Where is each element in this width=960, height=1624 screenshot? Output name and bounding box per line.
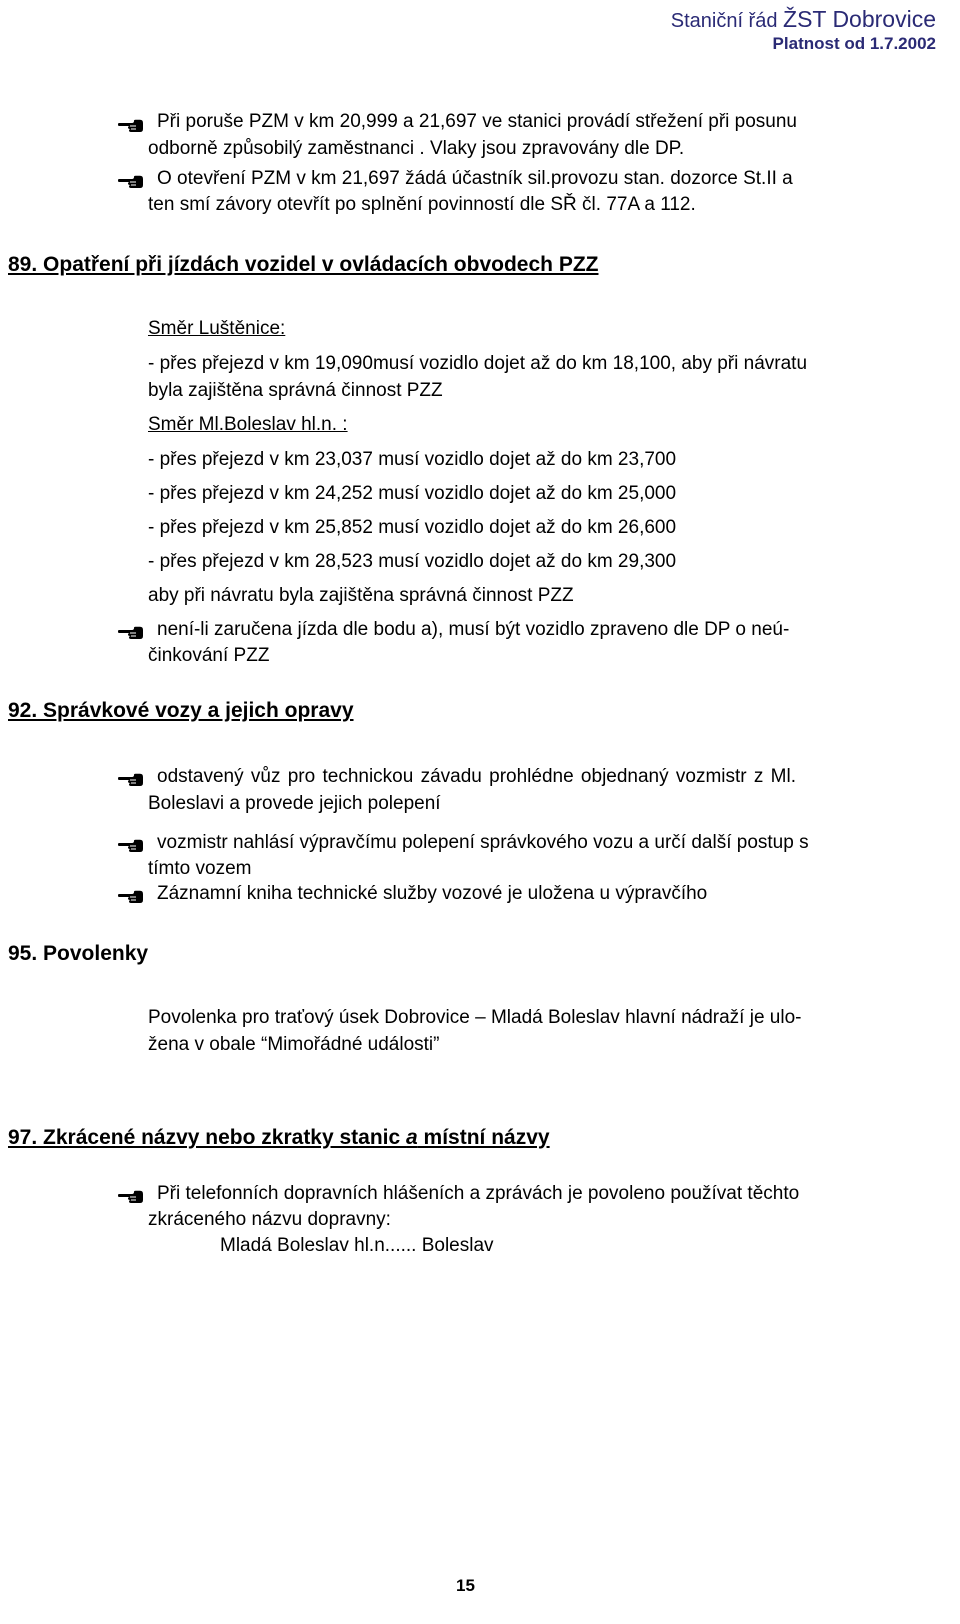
header-title-prefix: Staniční řád <box>670 10 784 32</box>
page-number: 15 <box>456 1576 475 1595</box>
sec89-note-line1: není-li zaručena jízda dle bodu a), musí být vozidlo zpraveno dle DP o neú- <box>157 619 790 640</box>
sec92-bullet2-line2: tímto vozem <box>148 858 252 879</box>
direction-lustenice: Směr Luštěnice: <box>148 318 286 339</box>
sec89-note-line2: činkování PZZ <box>148 645 270 666</box>
crossing-closing: aby při návratu byla zajištěna správná činnost PZZ <box>148 585 574 606</box>
sec92-bullet1-line2: Boleslavi a provede jejich polepení <box>148 793 441 814</box>
section-97-heading-c: místní názvy <box>417 1126 550 1149</box>
header-station: ŽST Dobrovice <box>783 6 936 32</box>
sec95-line2: žena v obale “Mimořádné události” <box>148 1034 440 1055</box>
crossing-item-2: - přes přejezd v km 24,252 musí vozidlo dojet až do km 25,000 <box>148 483 677 504</box>
sec97-line2: zkráceného názvu dopravny: <box>148 1209 391 1230</box>
pointing-hand-icon <box>118 773 144 787</box>
sec92-bullet1-line1: odstavený vůz pro technickou závadu prohlédne objednaný vozmistr z Ml. <box>157 766 797 787</box>
pointing-hand-icon <box>118 890 144 904</box>
pointing-hand-icon <box>118 1190 144 1204</box>
lustenice-line1: - přes přejezd v km 19,090musí vozidlo dojet až do km 18,100, aby při návratu <box>148 353 808 374</box>
crossing-item-3: - přes přejezd v km 25,852 musí vozidlo dojet až do km 26,600 <box>148 517 677 538</box>
crossing-item-1: - přes přejezd v km 23,037 musí vozidlo dojet až do km 23,700 <box>148 449 677 470</box>
intro-bullet2-line2: ten smí závory otevřít po splnění povinností dle SŘ čl. 77A a 112. <box>148 194 696 215</box>
sec97-line1: Při telefonních dopravních hlášeních a zprávách je povoleno používat těchto <box>157 1183 800 1204</box>
intro-bullet1-line1: Při poruše PZM v km 20,999 a 21,697 ve stanici provádí střežení při posunu <box>157 111 797 132</box>
section-89-heading: 89. Opatření při jízdách vozidel v ovládacích obvodech PZZ <box>8 253 599 276</box>
direction-ml-boleslav: Směr Ml.Boleslav hl.n. : <box>148 414 348 435</box>
pointing-hand-icon <box>118 119 144 133</box>
sec95-line1: Povolenka pro traťový úsek Dobrovice – Mladá Boleslav hlavní nádraží je ulo- <box>148 1007 802 1028</box>
header-title <box>671 6 936 33</box>
section-97-heading <box>8 1126 550 1150</box>
section-97-heading-a: 97. Zkrácené názvy nebo zkratky stanic <box>8 1126 407 1149</box>
pointing-hand-icon <box>118 175 144 189</box>
section-95-heading: 95. Povolenky <box>8 942 149 965</box>
pointing-hand-icon <box>118 626 144 640</box>
header-validity: Platnost od 1.7.2002 <box>772 34 936 53</box>
pointing-hand-icon <box>118 839 144 853</box>
crossing-item-4: - přes přejezd v km 28,523 musí vozidlo dojet až do km 29,300 <box>148 551 677 572</box>
section-92-heading: 92. Správkové vozy a jejich opravy <box>8 699 354 722</box>
sec92-bullet2-line1: vozmistr nahlásí výpravčímu polepení správkového vozu a určí další postup s <box>157 832 809 853</box>
sec92-bullet3: Záznamní kniha technické služby vozové je uložena u výpravčího <box>157 883 708 904</box>
sec97-abbreviation: Mladá Boleslav hl.n...... Boleslav <box>220 1235 494 1256</box>
intro-bullet2-line1: O otevření PZM v km 21,697 žádá účastník sil.provozu stan. dozorce St.II a <box>157 168 793 189</box>
intro-bullet1-line2: odborně způsobilý zaměstnanci . Vlaky jsou zpravovány dle DP. <box>148 138 685 159</box>
lustenice-line2: byla zajištěna správná činnost PZZ <box>148 380 443 401</box>
section-97-heading-b: a <box>406 1126 418 1149</box>
